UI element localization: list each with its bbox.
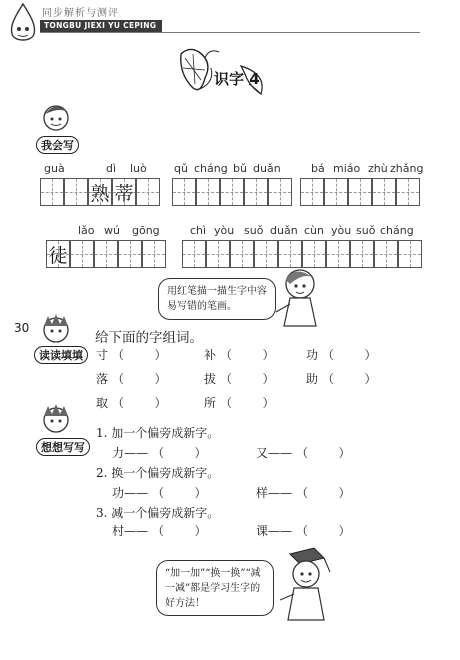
pair-prompt: 力—— bbox=[112, 446, 149, 460]
answer-blank[interactable]: （ ） bbox=[296, 524, 351, 538]
tip-bubble: “加一加”“换一换”“减一减”都是学习生字的好方法！ bbox=[156, 560, 274, 616]
base-character: 助 bbox=[306, 372, 319, 386]
answer-blank[interactable]: （ ） bbox=[322, 372, 377, 386]
writing-cell[interactable] bbox=[398, 240, 422, 268]
writing-cell[interactable] bbox=[268, 178, 292, 206]
writing-cell[interactable] bbox=[142, 240, 166, 268]
pinyin: bǔ bbox=[233, 162, 247, 175]
pinyin: cháng bbox=[194, 162, 228, 175]
answer-blank[interactable]: （ ） bbox=[322, 348, 377, 362]
writing-cell[interactable] bbox=[348, 178, 372, 206]
given-character: 熟 bbox=[90, 182, 110, 205]
given-character: 徒 bbox=[48, 244, 68, 267]
pinyin: yòu bbox=[331, 224, 352, 237]
pinyin: suǒ bbox=[244, 224, 264, 237]
writing-cell bbox=[46, 240, 70, 268]
base-character: 所 bbox=[204, 396, 217, 410]
base-character: 落 bbox=[96, 372, 109, 386]
writing-cell[interactable] bbox=[206, 240, 230, 268]
pinyin: dì bbox=[106, 162, 117, 175]
task-label: 2. 换一个偏旁成新字。 bbox=[96, 466, 220, 480]
writing-cell[interactable] bbox=[94, 240, 118, 268]
page-number: 30 bbox=[14, 321, 30, 335]
base-character: 拔 bbox=[204, 372, 217, 386]
mascot-drop-icon bbox=[6, 2, 40, 46]
pinyin: suǒ bbox=[356, 224, 376, 237]
pinyin: zhù bbox=[368, 162, 388, 175]
lesson-title: 识字 4 bbox=[214, 70, 260, 88]
section-badge-read-fill: 读读填填 bbox=[34, 346, 88, 364]
base-character: 寸 bbox=[96, 348, 109, 362]
writing-cell[interactable] bbox=[70, 240, 94, 268]
base-character: 补 bbox=[204, 348, 217, 362]
pinyin: miáo bbox=[333, 162, 361, 175]
given-character: 蒂 bbox=[114, 182, 134, 205]
pair-prompt: 课—— bbox=[256, 524, 293, 538]
writing-cell[interactable] bbox=[374, 240, 398, 268]
pinyin: qǔ bbox=[174, 162, 188, 175]
pinyin: gōng bbox=[132, 224, 160, 237]
pair-prompt: 又—— bbox=[256, 446, 293, 460]
pinyin: duǎn bbox=[253, 162, 281, 175]
header-pinyin-bar: TONGBU JIEXI YU CEPING bbox=[40, 20, 162, 32]
pinyin: luò bbox=[130, 162, 147, 175]
base-character: 功 bbox=[306, 348, 319, 362]
pinyin: cháng bbox=[380, 224, 414, 237]
pinyin: zhǎng bbox=[390, 162, 424, 175]
writing-cell[interactable] bbox=[230, 240, 254, 268]
boy-avatar-icon bbox=[38, 402, 74, 436]
pinyin: cùn bbox=[304, 224, 324, 237]
writing-cell[interactable] bbox=[220, 178, 244, 206]
pair-prompt: 功—— bbox=[112, 486, 149, 500]
instruction-text: 给下面的字组词。 bbox=[95, 330, 203, 346]
writing-cell[interactable] bbox=[118, 240, 142, 268]
answer-blank[interactable]: （ ） bbox=[112, 372, 167, 386]
writing-cell[interactable] bbox=[350, 240, 374, 268]
boy-avatar-icon bbox=[38, 312, 74, 346]
scholar-boy-cartoon-icon bbox=[272, 546, 338, 624]
pinyin: lǎo bbox=[78, 224, 95, 237]
answer-blank[interactable]: （ ） bbox=[220, 372, 275, 386]
header-rule bbox=[40, 32, 420, 33]
pinyin: duǎn bbox=[270, 224, 298, 237]
boy-avatar-icon bbox=[38, 100, 74, 136]
header-title: 同步解析与测评 bbox=[42, 8, 119, 19]
answer-blank[interactable]: （ ） bbox=[220, 348, 275, 362]
writing-cell[interactable] bbox=[300, 178, 324, 206]
writing-cell[interactable] bbox=[40, 178, 64, 206]
writing-cell[interactable] bbox=[196, 178, 220, 206]
writing-cell bbox=[112, 178, 136, 206]
writing-cell[interactable] bbox=[324, 178, 348, 206]
writing-cell[interactable] bbox=[244, 178, 268, 206]
writing-cell bbox=[88, 178, 112, 206]
answer-blank[interactable]: （ ） bbox=[152, 524, 207, 538]
section-badge-write: 我会写 bbox=[36, 136, 79, 154]
answer-blank[interactable]: （ ） bbox=[296, 446, 351, 460]
writing-cell[interactable] bbox=[136, 178, 160, 206]
pair-prompt: 村—— bbox=[112, 524, 149, 538]
writing-cell[interactable] bbox=[172, 178, 196, 206]
pinyin: wú bbox=[104, 224, 120, 237]
girl-cartoon-icon bbox=[270, 262, 334, 332]
pinyin: chì bbox=[190, 224, 207, 237]
answer-blank[interactable]: （ ） bbox=[112, 348, 167, 362]
task-label: 1. 加一个偏旁成新字。 bbox=[96, 426, 220, 440]
answer-blank[interactable]: （ ） bbox=[152, 446, 207, 460]
pinyin: yòu bbox=[214, 224, 235, 237]
task-label: 3. 减一个偏旁成新字。 bbox=[96, 506, 220, 520]
base-character: 取 bbox=[96, 396, 109, 410]
answer-blank[interactable]: （ ） bbox=[296, 486, 351, 500]
answer-blank[interactable]: （ ） bbox=[220, 396, 275, 410]
writing-cell[interactable] bbox=[372, 178, 396, 206]
pinyin: bá bbox=[311, 162, 325, 175]
section-badge-think-write: 想想写写 bbox=[36, 438, 90, 456]
writing-cell[interactable] bbox=[182, 240, 206, 268]
answer-blank[interactable]: （ ） bbox=[152, 486, 207, 500]
pair-prompt: 样—— bbox=[256, 486, 293, 500]
tip-bubble: 用红笔描一描生字中容易写错的笔画。 bbox=[158, 278, 276, 320]
answer-blank[interactable]: （ ） bbox=[112, 396, 167, 410]
writing-cell[interactable] bbox=[64, 178, 88, 206]
writing-cell[interactable] bbox=[396, 178, 420, 206]
pinyin: guà bbox=[44, 162, 65, 175]
